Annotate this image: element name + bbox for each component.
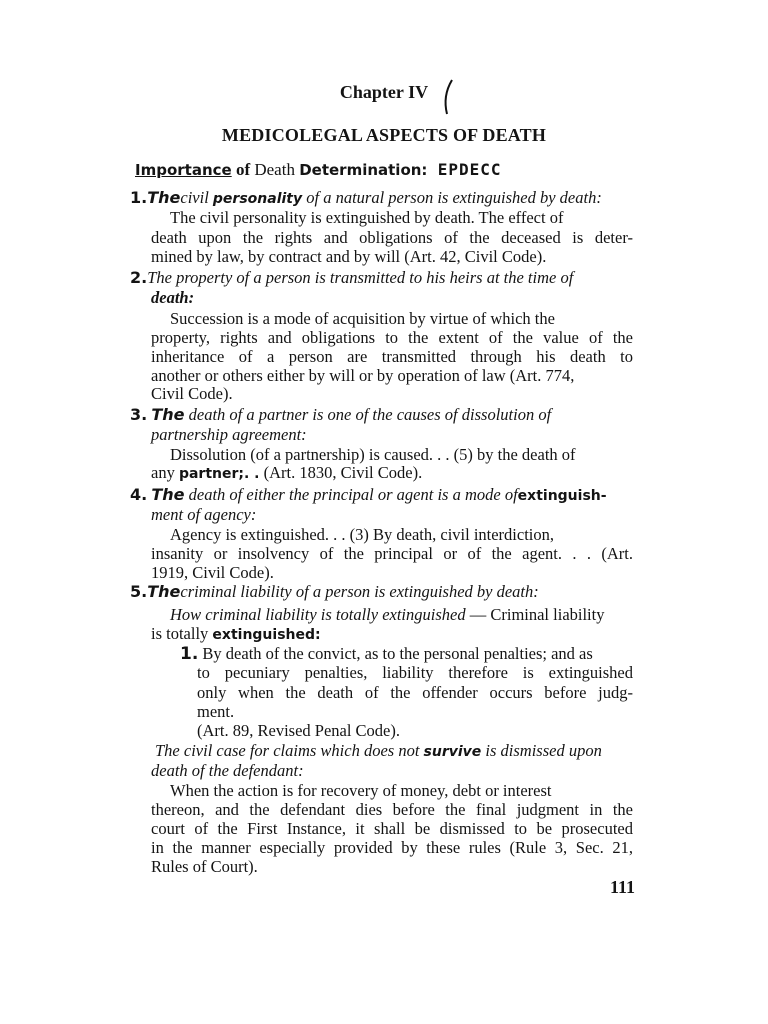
page-number: 111 [610, 877, 636, 897]
item-3-the: The [151, 405, 185, 424]
item-5-subheading [170, 605, 604, 624]
handwritten-annotation: EPDECC [437, 160, 502, 179]
item-5-citation: (Art. 89, Revised Penal Code). [197, 721, 401, 740]
chapter-heading [0, 82, 768, 103]
item-4-the: The [151, 485, 185, 504]
item-2-body-line: another or others either by will or by operation of law (Art. 774, [151, 366, 575, 385]
item-4-body-line: Agency is extinguished. . . (3) By death, civil interdiction, [170, 525, 555, 544]
item-4-bold: extinguish- [517, 488, 607, 504]
item-2-number: 2. [130, 268, 148, 287]
list-item-line: only when the death of the offender occurs before judg- [197, 683, 633, 702]
civil-case-heading-cont: death of the defendant: [151, 761, 304, 780]
item-4-number: 4. [130, 485, 148, 504]
item-3-body-line: Dissolution (of a partnership) is caused. . . (5) by the death of [170, 445, 576, 464]
item-4-body-line: 1919, Civil Code). [151, 563, 274, 582]
item-1-pre: civil [180, 188, 209, 207]
item-2-heading [130, 268, 573, 287]
item-4-body-line: insanity or insolvency of the principal or of the agent. . . (Art. [151, 544, 633, 563]
list-item-1 [180, 644, 593, 664]
civil-case-body-line: Rules of Court). [151, 857, 258, 876]
item-3-heading-cont: partnership agreement: [151, 425, 307, 444]
item-2-heading-cont: death: [151, 288, 195, 307]
item-1-heading [130, 188, 602, 209]
item-2-body-line: Civil Code). [151, 384, 233, 403]
item-4-rest: death of either the principal or agent is a mode of [188, 485, 518, 504]
item-4-heading-cont: ment of agency: [151, 505, 257, 524]
item-5-the: The [147, 582, 181, 601]
item-3-number: 3. [130, 405, 148, 424]
chapter-title: MEDICOLEGAL ASPECTS OF DEATH [221, 125, 547, 145]
item-1-the: The [147, 188, 181, 207]
civil-case-pre: The civil case for claims which does not [155, 741, 420, 760]
item-2-rest: The property of a person is transmitted to his heirs at the time of [147, 268, 574, 287]
item-1-body-line: The civil personality is extinguished by death. The effect of [170, 208, 564, 227]
civil-case-body-line: court of the First Instance, it shall be dismissed to be prosecuted [151, 819, 633, 838]
civil-case-body-line: in the manner especially provided by these rules (Rule 3, Sec. 21, [151, 838, 633, 857]
item-3-body-line-2 [151, 463, 422, 484]
item-1-body-line: mined by law, by contract and by will (Art. 42, Civil Code). [151, 247, 547, 266]
civil-case-heading [155, 741, 602, 762]
handwritten-bracket-mark [438, 78, 458, 116]
civil-case-post: is dismissed upon [485, 741, 602, 760]
list-item-number: 1. [180, 644, 199, 664]
heading-importance: Importance [135, 161, 232, 179]
list-item-line: By death of the convict, as to the personal penalties; and as [202, 644, 593, 663]
item-5-sub-dash: — Criminal liability [469, 605, 605, 624]
item-5-heading [130, 582, 539, 601]
item-1-bold: personality [212, 191, 303, 207]
item-2-body-line: inheritance of a person are transmitted through his death to [151, 347, 633, 366]
section-heading [135, 160, 501, 180]
civil-case-body-line: thereon, and the defendant dies before the final judgment in the [151, 800, 633, 819]
item-5-rest: criminal liability of a person is extinguished by death: [180, 582, 539, 601]
item-2-body-line: property, rights and obligations to the extent of the value of the [151, 328, 633, 347]
item-1-number: 1. [130, 188, 148, 207]
item-3-heading [130, 405, 551, 424]
item-5-sub-italic: How criminal liability is totally extinguished [170, 605, 466, 624]
chapter-label: Chapter IV [339, 82, 429, 102]
civil-case-bold: survive [423, 744, 482, 760]
heading-determination: Determination: [299, 161, 428, 179]
item-5-sub2-bold: extinguished: [212, 627, 321, 643]
item-5-sub2: is totally [151, 624, 209, 643]
item-5-number: 5. [130, 582, 148, 601]
item-1-body-line: death upon the rights and obligations of the deceased is deter- [151, 228, 633, 247]
item-1-rest: of a natural person is extinguished by death: [306, 188, 602, 207]
item-3-any: any [151, 463, 175, 482]
list-item-line: ment. [197, 702, 235, 721]
item-5-subheading-2 [151, 624, 321, 645]
item-3-citation: (Art. 1830, Civil Code). [263, 463, 423, 482]
item-4-heading [130, 485, 607, 506]
item-3-rest: death of a partner is one of the causes of dissolution of [188, 405, 552, 424]
heading-death: Death [254, 160, 295, 179]
civil-case-body-line: When the action is for recovery of money, debt or interest [170, 781, 552, 800]
heading-of: of [235, 160, 251, 179]
item-3-partner: partner;. . [178, 466, 260, 482]
item-2-body-line: Succession is a mode of acquisition by virtue of which the [170, 309, 555, 328]
list-item-line: to pecuniary penalties, liability therefore is extinguished [197, 663, 633, 682]
